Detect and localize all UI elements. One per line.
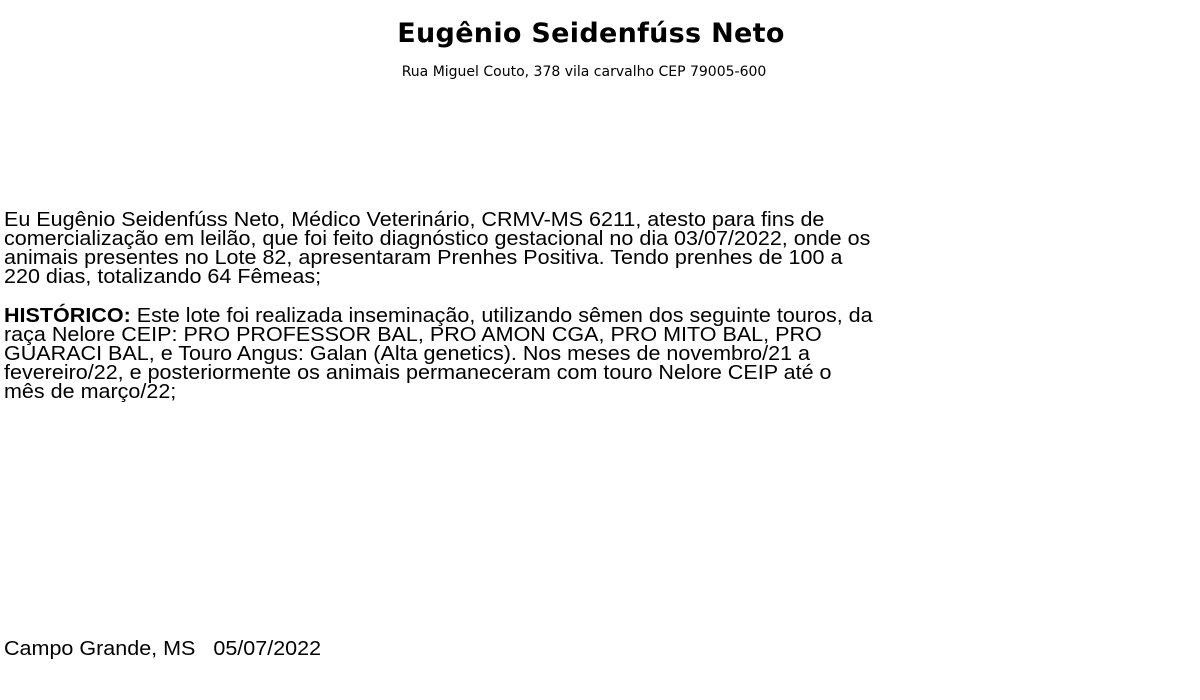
history-line-3: GUARACI BAL, e Touro Angus: Galan (Alta genetics). Nos meses de novembro/21 a bbox=[4, 342, 811, 365]
statement-line-2: comercialização em leilão, que foi feito diagnóstico gestacional no dia 03/07/2022, onde os bbox=[4, 227, 871, 250]
statement-line-3: animais presentes no Lote 82, apresentaram Prenhes Positiva. Tendo prenhes de 100 a bbox=[4, 246, 843, 269]
doctor-address: Rua Miguel Couto, 378 vila carvalho CEP 79005-600 bbox=[401, 64, 767, 80]
history-label: HISTÓRICO: bbox=[4, 304, 131, 327]
history-paragraph bbox=[4, 306, 1200, 401]
place-and-date: Campo Grande, MS 05/07/2022 bbox=[4, 637, 322, 660]
statement-line-1: Eu Eugênio Seidenfúss Neto, Médico Veterinário, CRMV-MS 6211, atesto para fins de bbox=[4, 208, 825, 231]
history-line-4: fevereiro/22, e posteriormente os animais permaneceram com touro Nelore CEIP até o bbox=[4, 361, 832, 384]
history-line-1-text: Este lote foi realizada inseminação, utilizando sêmen dos seguinte touros, da bbox=[130, 304, 873, 327]
statement-paragraph bbox=[4, 210, 1200, 286]
statement-line-4: 220 dias, totalizando 64 Fêmeas; bbox=[4, 265, 322, 288]
doctor-name-heading: Eugênio Seidenfúss Neto bbox=[397, 18, 785, 49]
history-line-5: mês de março/22; bbox=[4, 380, 177, 403]
history-line-2: raça Nelore CEIP: PRO PROFESSOR BAL, PRO AMON CGA, PRO MITO BAL, PRO bbox=[4, 323, 822, 346]
